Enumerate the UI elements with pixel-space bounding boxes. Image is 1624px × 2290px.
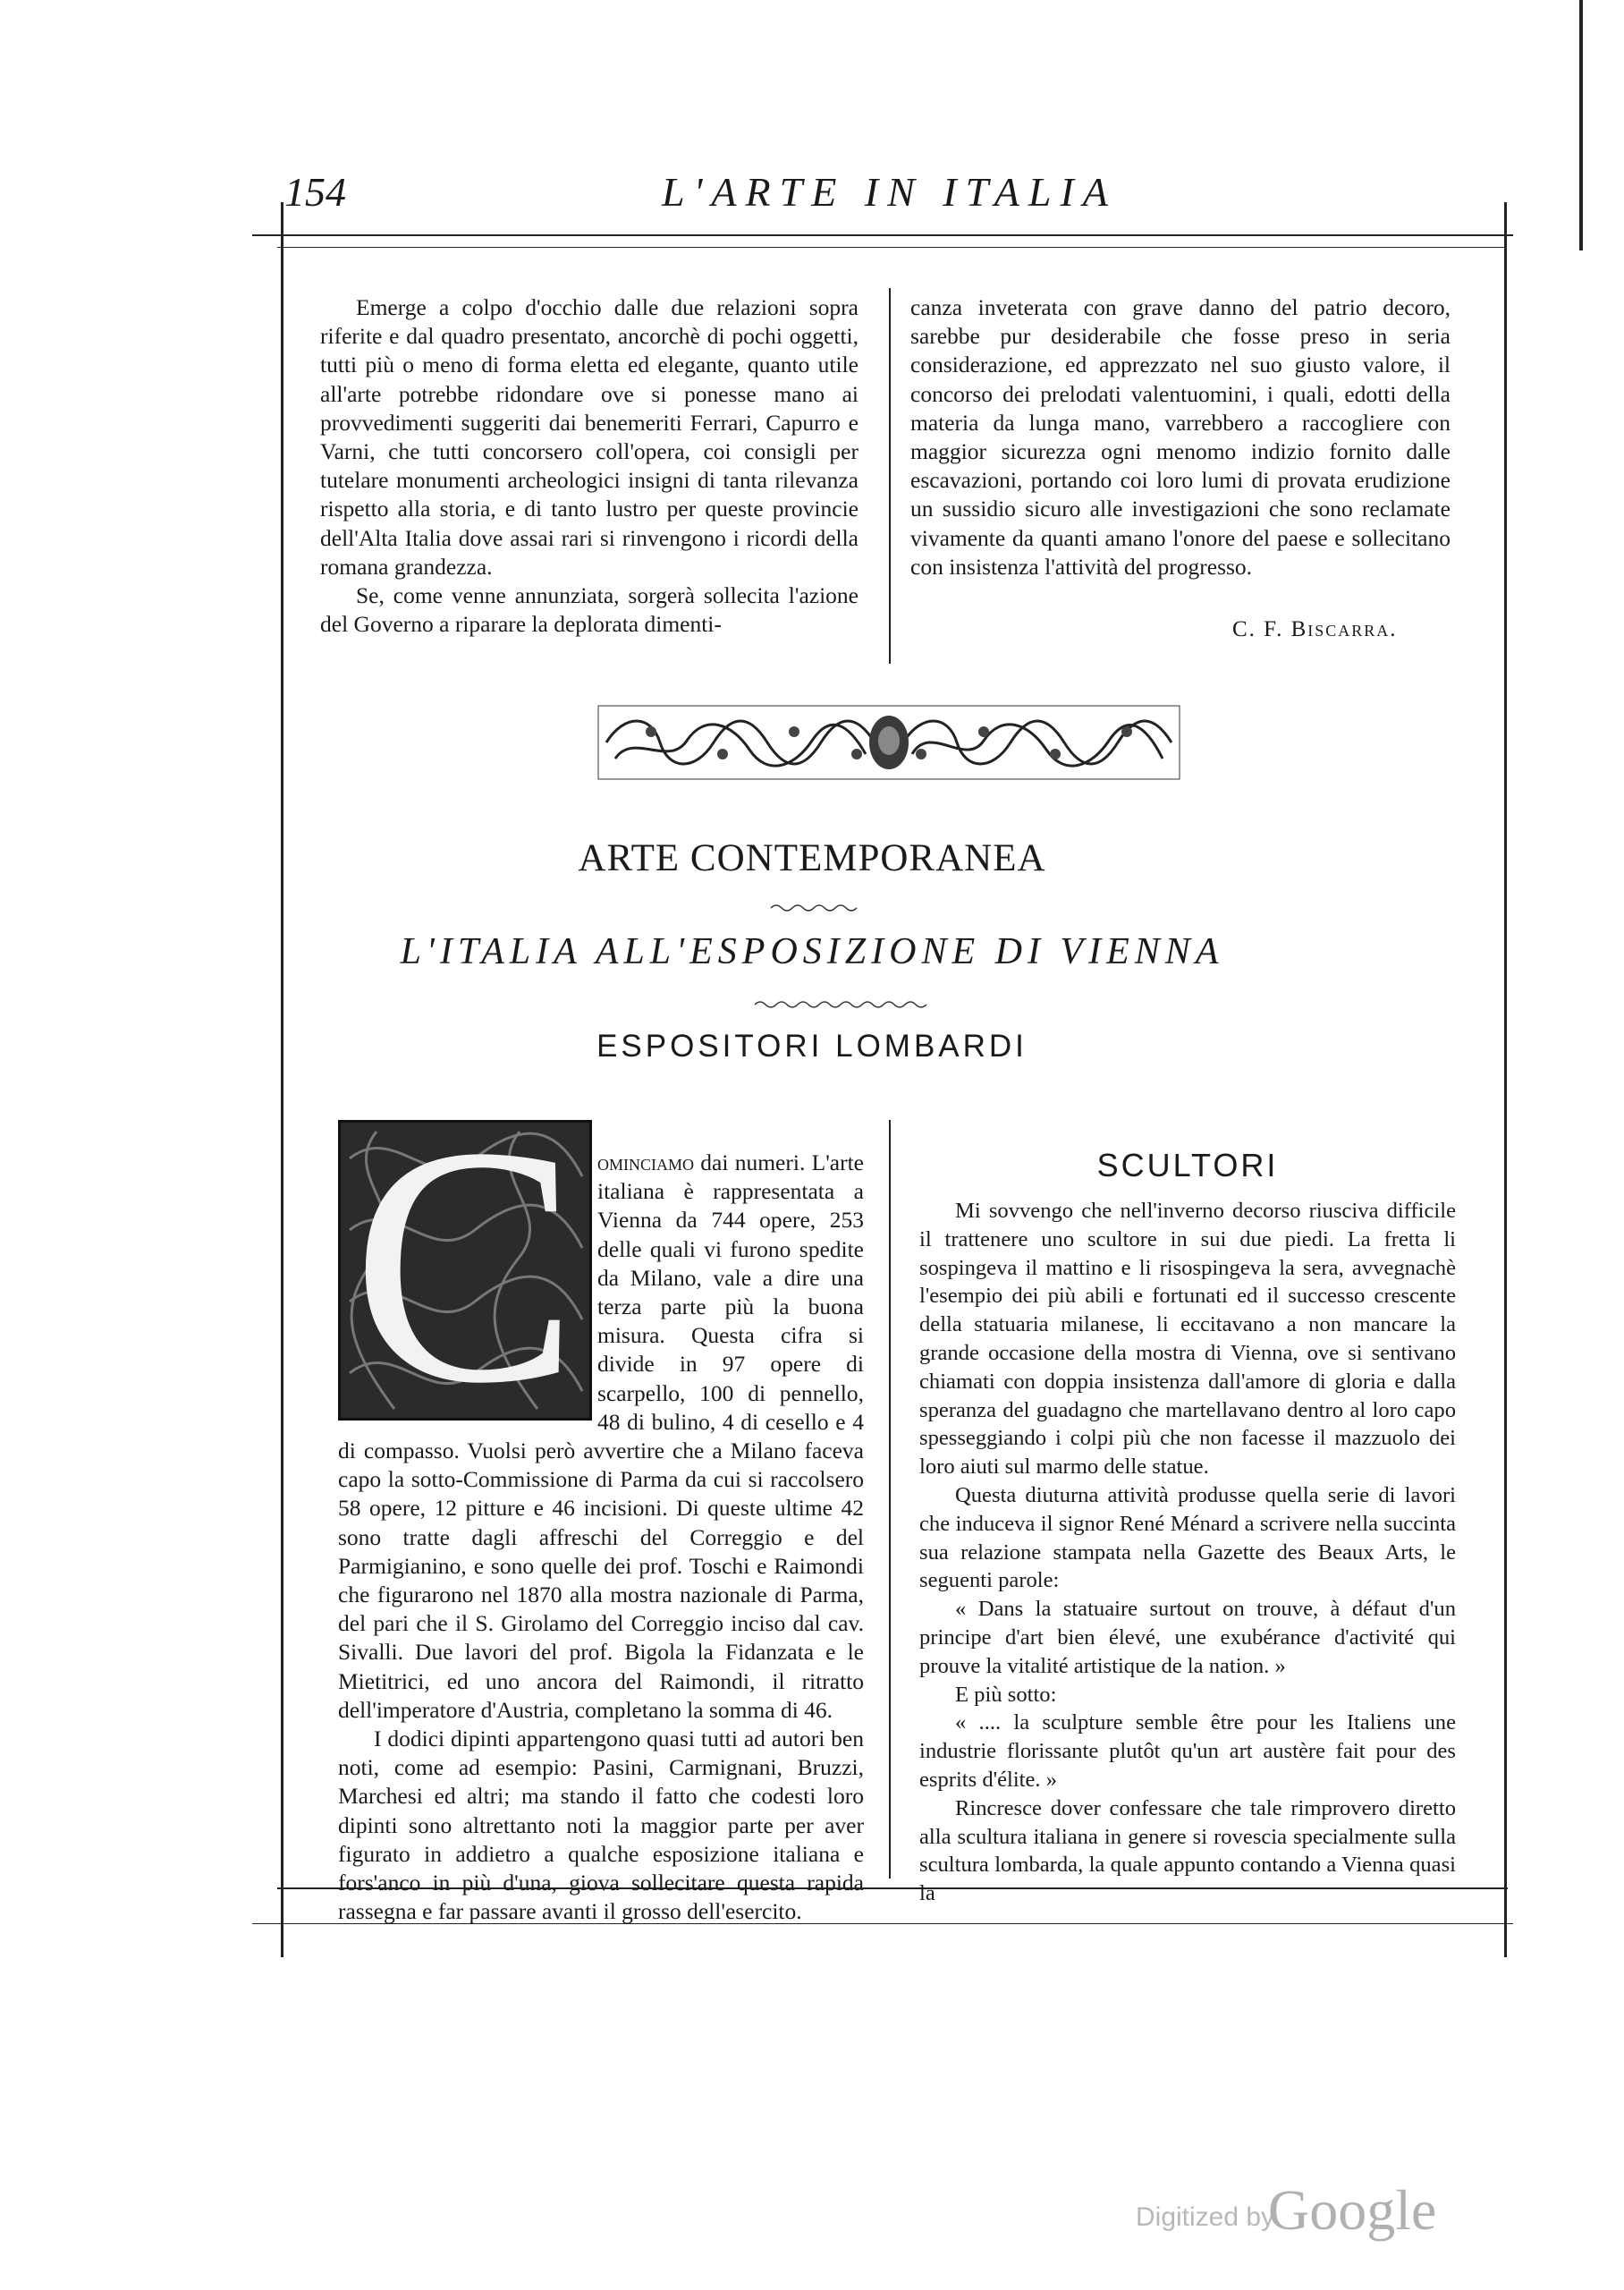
digitized-label: Digitized by xyxy=(1136,2202,1275,2232)
opening-word: ominciamo xyxy=(597,1149,694,1175)
frame-top-rule xyxy=(277,247,1504,248)
header-rule xyxy=(252,234,1513,236)
foliage-ornament xyxy=(597,705,1180,780)
bottom-left-column xyxy=(338,1149,864,1926)
paragraph: Questa diuturna attività produsse quella serie di lavori che induceva il signor René Ménard a scrivere nella succinta sua relazione stampata nella Gazette des Beaux Arts, le seguenti parole: xyxy=(919,1482,1456,1593)
page-number: 154 xyxy=(284,169,346,215)
dropcap-wrap-space xyxy=(338,1149,597,1433)
bottom-column-divider xyxy=(889,1120,891,1879)
google-watermark: Google xyxy=(1268,2178,1437,2242)
top-column-divider xyxy=(889,288,891,664)
opening-text: dai numeri. L'arte italiana è rappresentata a Vienna da 744 opere, 253 delle quali vi furono spedite da Milano, vale a dire una terza parte più la buona misura. Questa cifra si divide in 97 opere di scarpello, 100 di pennello, 48 di bulino, 4 di cesello e 4 di compasso. Vuolsi però avvertire che a Milano faceva capo la sotto-Commissione di Parma da cui si raccolsero 58 opere, 12 pitture e 46 incisioni. Di queste ultime 42 sono tratte dagli affreschi del Correggio e del Parmigianino, e sono quelle dei prof. Toschi e Raimondi che figurarono nel 1870 alla mostra nazionale di Parma, del pari che il S. Girolamo del Correggio inciso dal cav. Sivalli. Due lavori del prof. Bigola la Fidanzata e le Mietitrici, ed uno ancora del Raimondi, il ritratto dell'imperatore d'Austria, completano la somma di 46. xyxy=(338,1149,864,1723)
author-signature: C. F. Biscarra. xyxy=(1232,617,1398,641)
paragraph: canza inveterata con grave danno del patrio decoro, sarebbe pur desiderabile che fosse preso in seria considerazione, ed apprezzato nel suo giusto valore, il concorso dei prelodati valentuomini, i quali, edotti della materia da lunga mano, varrebbero a raccogliere con maggior sicurezza ogni menomo indizio fornito dalle escavazioni, portando coi loro lumi di provata erudizione un sussidio sicuro alle investigazioni che sono reclamate vivamente da quanti amano l'onore del paese e sollecitano con insistenza l'attività del progresso. xyxy=(910,294,1451,580)
frame-left-rule xyxy=(281,202,283,1957)
top-left-column xyxy=(320,293,859,639)
section-title: ARTE CONTEMPORANEA xyxy=(578,837,1046,879)
margin-mark-right xyxy=(1579,0,1583,250)
scultori-heading: SCULTORI xyxy=(1096,1147,1279,1183)
bottom-right-column xyxy=(919,1197,1456,1908)
frame-right-rule xyxy=(1504,202,1507,1957)
paragraph: Emerge a colpo d'occhio dalle due relazioni sopra riferite e dal quadro presentato, ancorchè di pochi oggetti, tutti più o meno di forma eletta ed elegante, quanto utile all'arte potrebbe ridondare ove si ponesse mano ai provvedimenti suggeriti dai benemeriti Ferrari, Capurro e Varni, che tutti concorsero coll'opera, coi consigli per tutelare monumenti archeologici insigni di tanta rilevanza rispetto alla storia, e di tanto lustro per queste provincie dell'Alta Italia dove assai rari si rinvengono i ricordi della romana grandezza. xyxy=(320,294,859,580)
paragraph: Mi sovvengo che nell'inverno decorso riusciva difficile il trattenere uno scultore in sui due piedi. La fretta li sospingeva il mattino e li risospingeva la sera, avvegnachè l'esempio dei più abili e fortunati ed il successo crescente della statuaria milanese, li eccitavano a non mancare la grande occasione della mostra di Vienna, ove si sentivano chiamati con doppia insistenza dall'amore di gloria e dalla speranza del guadagno che martellavano dentro al loro capo spesseggiando i colpi più che non facesse il mazzuolo dei loro aiuti sul marmo delle statue. xyxy=(919,1199,1456,1480)
paragraph: E più sotto: xyxy=(955,1682,1057,1707)
dropcap-letter: C xyxy=(351,1120,579,1421)
paragraph: Se, come venne annunziata, sorgerà sollecita l'azione del Governo a riparare la deplorata dimenti- xyxy=(320,582,859,638)
quote: « .... la sculpture semble être pour les Italiens une industrie florissante plutôt qu'un art austère fait pour des esprits d'élite. » xyxy=(919,1710,1456,1792)
section-subtitle: L'ITALIA ALL'ESPOSIZIONE DI VIENNA xyxy=(400,931,1224,972)
quote: « Dans la statuaire surtout on trouve, à défaut d'un principe d'art bien élevé, une exubérance d'activité qui prouve la vitalité artistique de la nation. » xyxy=(919,1597,1456,1678)
paragraph: I dodici dipinti appartengono quasi tutti ad autori ben noti, come ad esempio: Pasini, Carmignani, Bruzzi, Marchesi ed altri; ma stando il fatto che codesti loro dipinti sono altrettanto noti la maggior parte per aver figurato in addietro a qualche esposizione italiana e fors'anco in più d'una, giova sollecitare questa rapida rassegna e far passare avanti il grosso dell'esercito. xyxy=(338,1726,864,1925)
paragraph: Rincresce dover confessare che tale rimprovero diretto alla scultura italiana in genere si rovescia specialmente sulla scultura lombarda, la quale appunto contando a Vienna quasi la xyxy=(919,1795,1456,1906)
title-flourish xyxy=(769,902,859,914)
subtitle-flourish xyxy=(753,998,932,1011)
section-subheading: ESPOSITORI LOMBARDI xyxy=(596,1029,1028,1064)
top-right-column xyxy=(910,293,1451,581)
running-title: L'ARTE IN ITALIA xyxy=(662,169,1117,215)
